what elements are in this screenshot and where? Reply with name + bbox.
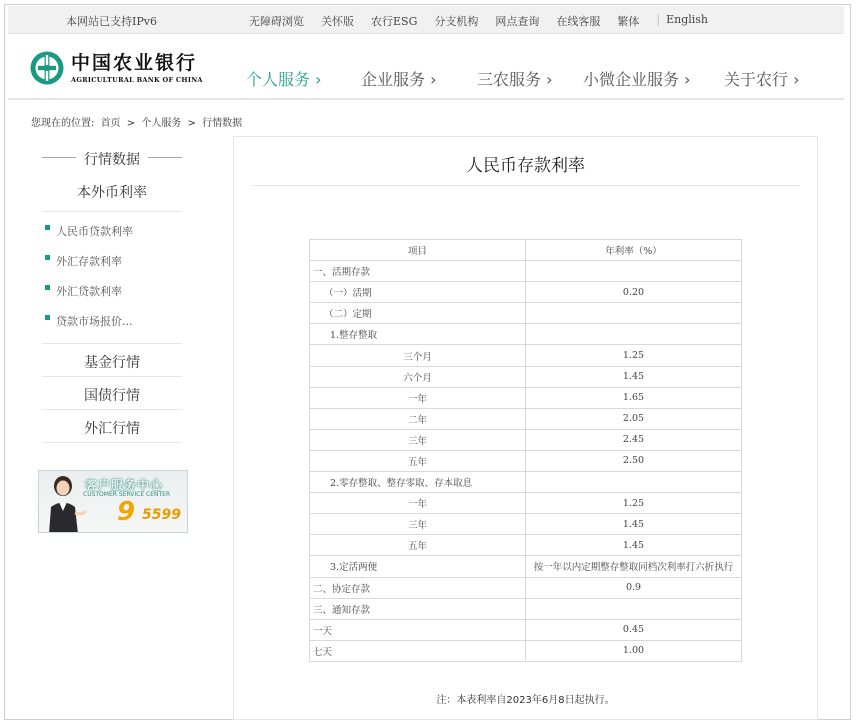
sidebar-title: 行情数据 [42, 140, 182, 174]
table-row [310, 598, 742, 619]
table-cell-item: 三年 [310, 514, 526, 535]
table-cell-item: 三个月 [310, 345, 526, 366]
top-utility-bar [8, 6, 844, 34]
sidebar-item-label: 外汇存款利率 [56, 255, 122, 268]
table-row [310, 261, 742, 282]
table-row [310, 324, 742, 345]
link-traditional-chinese[interactable]: 繁体 [617, 15, 640, 28]
table-cell-rate: 2.45 [526, 429, 742, 450]
sidebar-item-interest-rates[interactable]: 本外币利率 [42, 174, 182, 212]
table-row [310, 514, 742, 535]
breadcrumb-separator: > [187, 118, 196, 129]
bullet-icon [45, 285, 50, 290]
nav-rural-services[interactable]: 三农服务 › [477, 70, 553, 89]
table-cell-item: 三年 [310, 429, 526, 450]
effective-date-note: 注：本表利率自2023年6月8日起执行。 [436, 695, 615, 706]
table-cell-item: 二年 [310, 408, 526, 429]
bullet-icon [45, 255, 50, 260]
table-cell-rate: 2.05 [526, 408, 742, 429]
table-row [310, 472, 742, 493]
table-cell-item: （一）活期 [310, 282, 526, 303]
sidebar-item-rmb-loan-rates[interactable] [42, 223, 182, 253]
table-cell-item: 一、活期存款 [310, 261, 526, 282]
table-cell-rate: 1.45 [526, 514, 742, 535]
sidebar-item-fx-quotes[interactable]: 外汇行情 [42, 410, 182, 443]
column-header-item: 项目 [310, 240, 526, 261]
breadcrumb-separator: > [126, 118, 136, 129]
link-english[interactable]: English [666, 13, 708, 26]
link-online-service[interactable]: 在线客服 [556, 15, 601, 28]
column-header-rate: 年利率（%） [526, 240, 742, 261]
table-row [310, 345, 742, 366]
breadcrumb-home[interactable]: 首页 [100, 118, 121, 129]
table-cell-item: 一年 [310, 387, 526, 408]
table-cell-rate [526, 598, 742, 619]
utility-links [249, 13, 725, 29]
deposit-rate-table [309, 239, 742, 662]
bullet-icon [45, 315, 50, 320]
table-cell-rate: 0.9 [526, 577, 742, 598]
table-cell-item: 七天 [310, 640, 526, 661]
hotline-number-lead: 9 [117, 497, 136, 527]
table-row [310, 619, 742, 640]
table-row [310, 429, 742, 450]
table-cell-item: 2.零存整取、整存零取、存本取息 [310, 472, 526, 493]
breadcrumb-personal[interactable]: 个人服务 [141, 118, 182, 129]
table-row [310, 366, 742, 387]
table-row [310, 493, 742, 514]
agent-figure-icon [41, 471, 87, 533]
table-cell-rate: 1.45 [526, 535, 742, 556]
bullet-icon [45, 225, 50, 230]
table-row [310, 303, 742, 324]
logo-text [71, 53, 203, 84]
table-cell-item: 三、通知存款 [310, 598, 526, 619]
table-cell-rate: 2.50 [526, 450, 742, 471]
divider: | [656, 13, 661, 26]
nav-personal-services[interactable]: 个人服务 › [246, 70, 322, 89]
table-cell-item: 3.定活两便 [310, 556, 526, 577]
table-cell-rate [526, 261, 742, 282]
link-esg[interactable]: 农行ESG [371, 15, 418, 28]
banner-subtitle: CUSTOMER SERVICE CENTER [83, 491, 171, 498]
table-cell-rate: 1.45 [526, 366, 742, 387]
table-row [310, 450, 742, 471]
breadcrumb [31, 114, 245, 129]
sidebar-item-fx-deposit-rates[interactable] [42, 253, 182, 283]
table-row [310, 556, 742, 577]
sidebar-item-bond-quotes[interactable]: 国债行情 [42, 377, 182, 410]
sidebar-item-fund-quotes[interactable]: 基金行情 [42, 344, 182, 377]
sidebar-item-label: 贷款市场报价... [56, 315, 133, 328]
table-cell-item: 1.整存整取 [310, 324, 526, 345]
table-cell-item: 一天 [310, 619, 526, 640]
table-row [310, 535, 742, 556]
table-cell-rate [526, 303, 742, 324]
link-accessibility[interactable]: 无障碍浏览 [249, 15, 304, 28]
table-cell-rate: 0.20 [526, 282, 742, 303]
bank-logo-icon [29, 50, 65, 86]
logo-name-cn: 中国农业银行 [71, 51, 198, 74]
table-cell-rate: 1.25 [526, 493, 742, 514]
customer-service-banner[interactable] [38, 470, 188, 533]
logo-name-en: AGRICULTURAL BANK OF CHINA [71, 75, 203, 84]
table-cell-item: 一年 [310, 493, 526, 514]
sidebar-sublist [42, 212, 182, 344]
banner-title: 客户服务中心 [85, 478, 164, 492]
link-branches[interactable]: 分支机构 [434, 15, 479, 28]
table-cell-item: 六个月 [310, 366, 526, 387]
table-row [310, 577, 742, 598]
breadcrumb-prefix: 您现在的位置: [31, 118, 95, 129]
table-header-row [310, 240, 742, 261]
table-cell-rate: 按一年以内定期整存整取同档次利率打六折执行 [526, 556, 742, 577]
link-outlet-search[interactable]: 网点查询 [495, 15, 540, 28]
link-care-mode[interactable]: 关怀版 [321, 15, 354, 28]
table-cell-rate: 1.65 [526, 387, 742, 408]
table-cell-rate: 1.25 [526, 345, 742, 366]
title-divider [252, 185, 800, 186]
table-row [310, 387, 742, 408]
table-cell-item: 二、协定存款 [310, 577, 526, 598]
table-row [310, 408, 742, 429]
table-cell-item: （二）定期 [310, 303, 526, 324]
nav-small-business-services[interactable]: 小微企业服务 › [583, 70, 691, 89]
rate-table-body [310, 240, 742, 662]
sidebar [42, 140, 182, 443]
sidebar-item-label: 外汇贷款利率 [56, 285, 122, 298]
hotline-number-rest: 5599 [142, 507, 181, 523]
table-row [310, 640, 742, 661]
table-cell-rate [526, 324, 742, 345]
nav-about-abc[interactable]: 关于农行 › [724, 70, 800, 89]
table-row [310, 282, 742, 303]
sidebar-item-lpr[interactable] [42, 313, 182, 343]
bank-logo[interactable] [29, 50, 203, 86]
ipv6-notice: 本网站已支持IPv6 [66, 15, 157, 28]
nav-corporate-services[interactable]: 企业服务 › [361, 70, 437, 89]
sidebar-item-fx-loan-rates[interactable] [42, 283, 182, 313]
page-title: 人民币存款利率 [466, 156, 585, 176]
table-cell-item: 五年 [310, 535, 526, 556]
table-cell-item: 五年 [310, 450, 526, 471]
breadcrumb-current: 行情数据 [202, 118, 243, 129]
table-cell-rate: 1.00 [526, 640, 742, 661]
site-header [8, 34, 844, 100]
sidebar-item-label: 人民币贷款利率 [56, 225, 133, 238]
table-cell-rate [526, 472, 742, 493]
table-cell-rate: 0.45 [526, 619, 742, 640]
